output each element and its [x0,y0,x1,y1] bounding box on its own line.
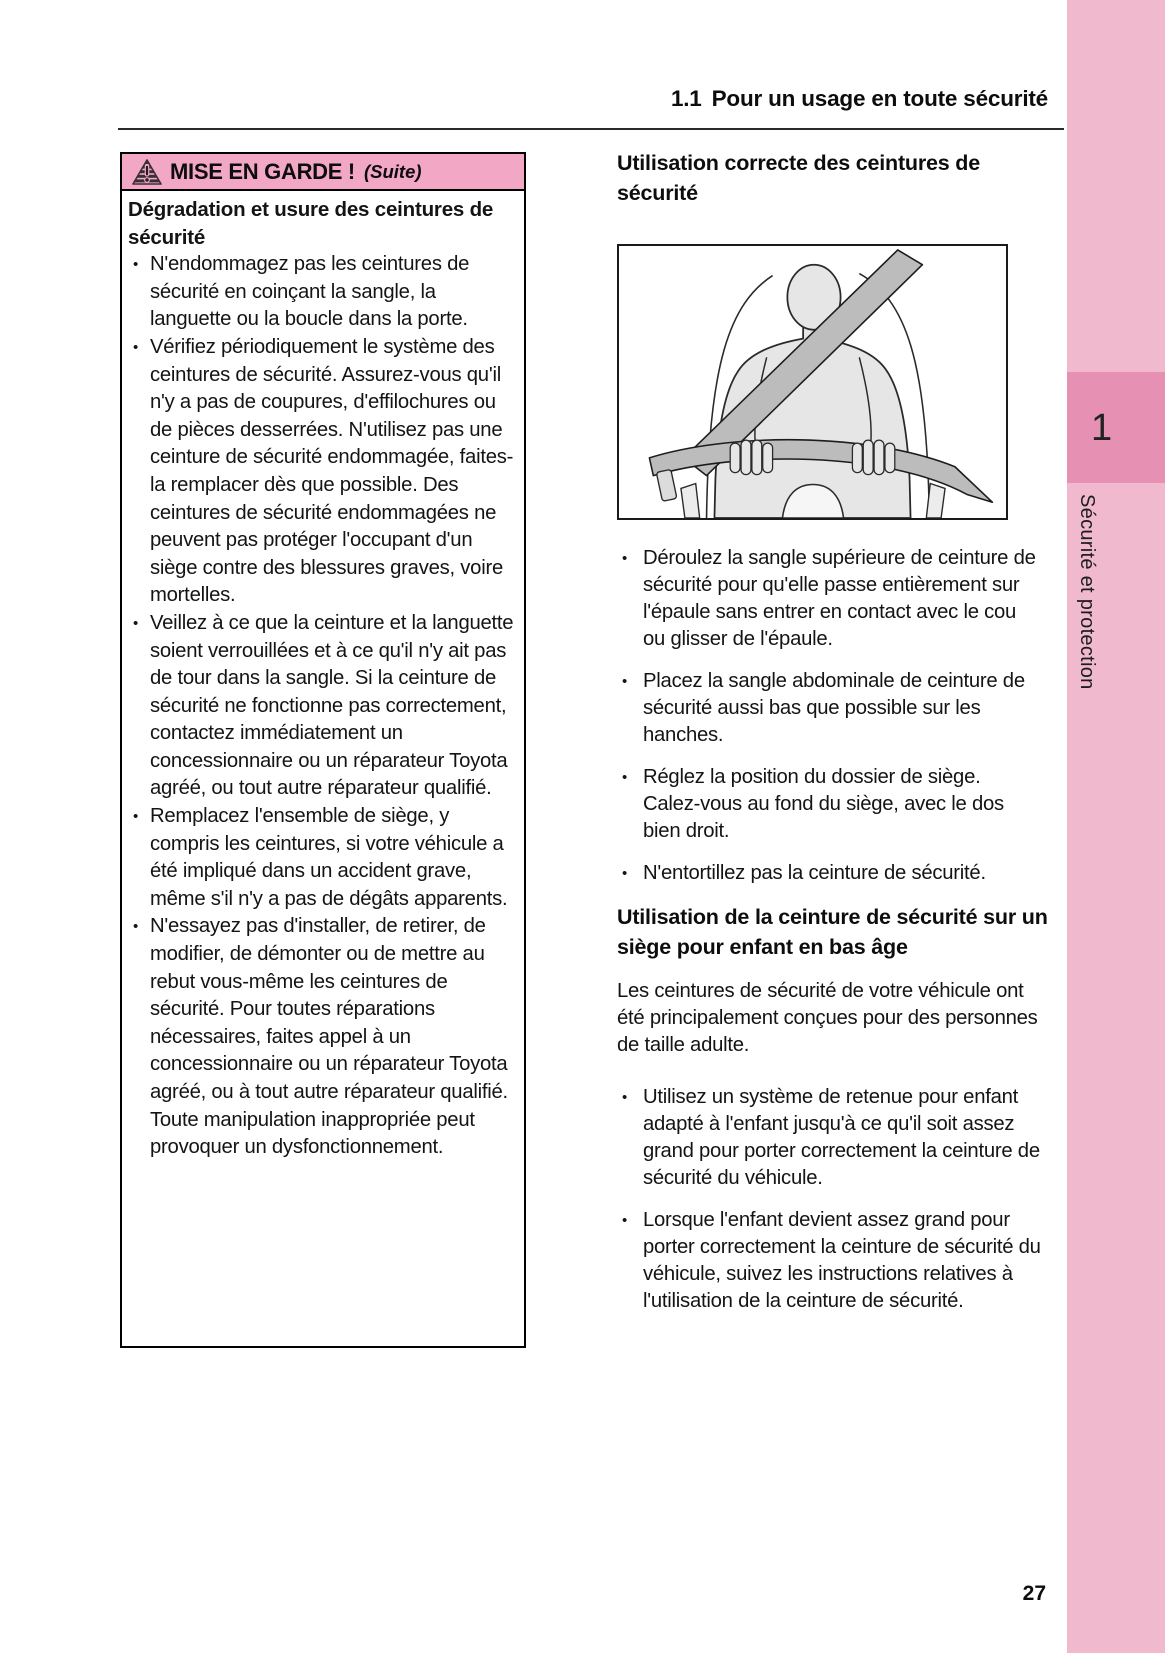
list-item-text: Lorsque l'enfant devient assez grand pour porter correctement la ceinture de sécurité du véhicule, suivez les instructions relatives à l'utilisation de la ceinture de sécurité. [643,1209,1041,1312]
list-item-text: Utilisez un système de retenue pour enfant adapté à l'enfant jusqu'à ce qu'il soit assez grand pour porter correctement la ceinture de sécurité du véhicule. [643,1086,1040,1189]
bullet-dot [617,764,643,845]
bullet-dot [128,610,150,803]
list-item-text: Déroulez la sangle supérieure de ceinture de sécurité pour qu'elle passe entièrement sur l'épaule sans entrer en contact avec le cou ou glisser de l'épaule. [643,547,1036,650]
warning-box-body [122,191,524,1341]
seated-person-seatbelt-illustration [619,246,1006,518]
child-use-intro: Les ceintures de sécurité de votre véhicule ont été principalement conçues pour des personnes de taille adulte. [617,980,1038,1056]
warning-title: MISE EN GARDE ! [170,158,355,184]
chapter-number: 1 [1091,406,1113,449]
chapter-title-vertical: Sécurité et protection [1076,494,1098,690]
child-use-bullets [617,1084,1041,1315]
bullet-dot [617,668,643,749]
warning-subheading: Dégradation et usure des ceintures de sécurité [128,198,494,249]
list-item [617,668,1041,749]
header-rule [118,128,1064,130]
warning-title-suffix: (Suite) [363,160,422,182]
bullet-dot [128,913,150,1161]
section-title: Pour un usage en toute sécurité [711,86,1048,111]
bullet-dot [128,334,150,610]
list-item [617,545,1041,653]
section-number: 1.1 [670,86,702,111]
seatbelt-illustration-frame [617,244,1008,520]
warning-bullet-text: N'endommagez pas les ceintures de sécurité en coinçant la sangle, la languette ou la boucle dans la porte. [150,253,470,331]
correct-use-bullets [617,545,1041,887]
list-item-text: Réglez la position du dossier de siège. Calez-vous au fond du siège, avec le dos bien droit. [643,766,1004,842]
list-item-text: Placez la sangle abdominale de ceinture de sécurité aussi bas que possible sur les hanches. [643,670,1025,746]
list-item [617,764,1041,845]
warning-bullet [128,803,516,913]
list-item [617,860,1041,887]
bullet-dot [617,1207,643,1315]
warning-box-header [122,154,524,191]
warning-box [120,152,526,1348]
chapter-sidebar [1067,0,1165,1653]
warning-bullet [128,610,516,803]
warning-bullet-text: N'essayez pas d'installer, de retirer, de modifier, de démonter ou de mettre au rebut vous-même les ceintures de sécurité. Pour toutes réparations nécessaires, faites appel à un concessionnaire ou un réparateur Toyota agréé, ou à tout autre réparateur qualifié. Toute manipulation inappropriée peut provoquer un dysfonctionnement. [150,915,508,1159]
section-heading-child-use: Utilisation de la ceinture de sécurité sur un siège pour enfant en bas âge [617,905,1048,959]
warning-bullet-text: Remplacez l'ensemble de siège, y compris les ceintures, si votre véhicule a été impliqué dans un accident grave, même s'il n'y a pas de dégâts apparents. [150,805,508,910]
bullet-dot [617,860,643,887]
warning-bullet [128,334,516,610]
warning-bullet [128,251,516,334]
chapter-number-tab [1067,372,1165,483]
running-header [118,86,1048,112]
list-item [617,1084,1041,1192]
list-item-text: N'entortillez pas la ceinture de sécurité. [643,862,986,884]
bullet-dot [128,803,150,913]
warning-bullet [128,913,516,1161]
bullet-dot [617,545,643,653]
striped-warning-triangle-icon [132,159,162,185]
bullet-dot [128,251,150,334]
page-number: 27 [1022,1582,1046,1605]
right-column [617,148,1048,1330]
bullet-dot [617,1084,643,1192]
section-heading-correct-use: Utilisation correcte des ceintures de sécurité [617,151,981,205]
warning-bullet-text: Veillez à ce que la ceinture et la languette soient verrouillées et à ce qu'il n'y ait pas de tour dans la sangle. Si la ceinture de sécurité ne fonctionne pas correctement, contactez immédiatement un concessionnaire ou un réparateur Toyota agréé, ou tout autre réparateur qualifié. [150,611,514,800]
list-item [617,1207,1041,1315]
warning-bullet-text: Vérifiez périodiquement le système des ceintures de sécurité. Assurez-vous qu'il n'y a pas de coupures, d'effilochures ou de pièces desserrées. N'utilisez pas une ceinture de sécurité endommagée, faites-la remplacer dès que possible. Des ceintures de sécurité endommagées ne peuvent pas protéger l'occupant d'un siège contre des blessures graves, voire mortelles. [150,335,514,607]
